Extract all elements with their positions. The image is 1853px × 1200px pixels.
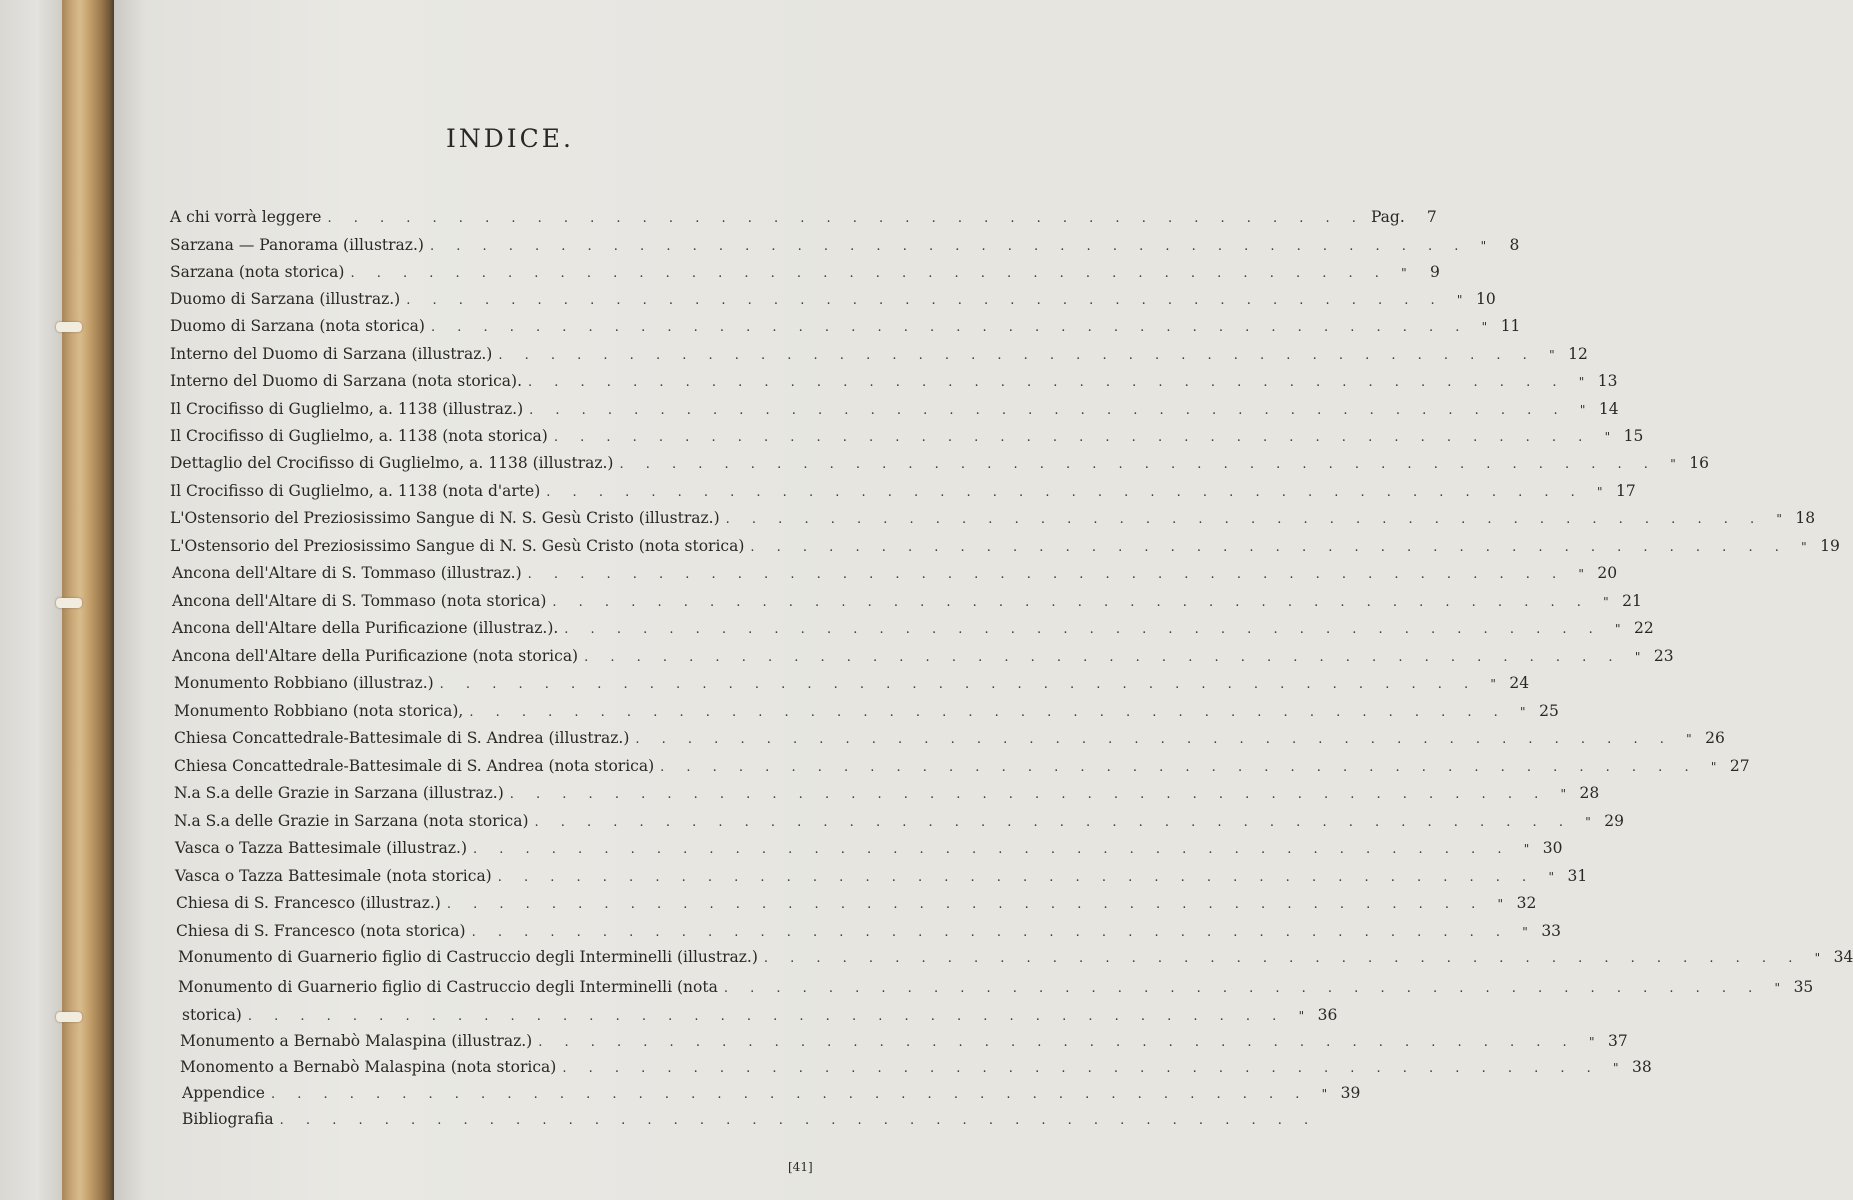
toc-entry-title: Vasca o Tazza Battesimale (nota storica) (175, 867, 492, 885)
toc-entry-title: Appendice (182, 1084, 265, 1102)
ditto-mark: " (1603, 595, 1609, 609)
ditto-mark: " (1585, 815, 1591, 829)
toc-entry (174, 784, 1600, 810)
toc-entry (172, 647, 1674, 673)
toc-entry-page: 29 (1604, 812, 1624, 830)
ditto-mark: " (1710, 760, 1717, 774)
toc-entry-title: A chi vorrà leggere (170, 208, 322, 226)
dot-leader: . . . . . . . . . . . . . . . . . . . . . . . . . . . . . . . . . . . . . . . . (469, 705, 1507, 720)
toc-entry-title: L'Ostensorio del Preziosissimo Sangue di N. S. Gesù Cristo (illustraz.) (170, 509, 720, 527)
toc-entry (172, 592, 1642, 618)
toc-entry-page: 34 (1833, 948, 1853, 966)
ditto-mark: " (1520, 705, 1526, 719)
dot-leader: . . . . . . . . . . . . . . . . . . . . . . . . . . . . . . . . . . . . . . . . (635, 732, 1673, 747)
ditto-mark: " (1604, 430, 1611, 444)
toc-entry-title: Chiesa di S. Francesco (nota storica) (176, 922, 466, 940)
toc-entry (175, 867, 1588, 893)
toc-entry-page: 39 (1340, 1084, 1361, 1102)
toc-entry-title: N.a S.a delle Grazie in Sarzana (nota storica) (174, 812, 529, 830)
toc-entry-page: 21 (1622, 592, 1642, 610)
dot-leader: . . . . . . . . . . . . . . . . . . . . . . . . . . . . . . . . . . . . . . . . (446, 897, 1485, 912)
dot-leader: . . . . . . . . . . . . . . . . . . . . . . . . . . . . . . . . . . . . . . . . (546, 485, 1584, 500)
toc-entry-page: 9 (1430, 263, 1440, 281)
toc-entry-title: Monumento di Guarnerio figlio di Castruccio degli Interminelli (illustraz.) (178, 948, 758, 966)
dot-leader: . . . . . . . . . . . . . . . . . . . . . . . . . . . . . . . . . . . . . . . . (529, 403, 1567, 418)
toc-entry-title: N.a S.a delle Grazie in Sarzana (illustraz.) (174, 784, 504, 802)
toc-entry-page: 33 (1541, 922, 1562, 940)
dot-leader: . . . . . . . . . . . . . . . . . . . . . . . . . . . . . . . . . . . . . . . . (528, 375, 1566, 390)
toc-entry (176, 922, 1562, 948)
ditto-mark: " (1801, 540, 1807, 554)
ditto-mark: " (1814, 951, 1821, 965)
toc-entry-page: 25 (1539, 702, 1559, 720)
toc-entry-page: 35 (1793, 978, 1814, 996)
toc-entry (180, 1058, 1652, 1084)
ditto-mark: " (1588, 1035, 1595, 1049)
dot-leader: . . . . . . . . . . . . . . . . . . . . . . . . . . . . . . . . . . . . . . . . (562, 1061, 1600, 1076)
toc-entry-title: Sarzana (nota storica) (170, 263, 345, 281)
toc-entry (170, 400, 1619, 426)
toc-entry-title: Chiesa di S. Francesco (illustraz.) (176, 894, 441, 912)
dot-leader: . . . . . . . . . . . . . . . . . . . . . . . . . . . . . . . . . . . . . . . . (439, 677, 1478, 692)
dot-leader: . . . . . . . . . . . . . . . . . . . . . . . . . . . . . . . . . . . . . . . . (509, 787, 1548, 802)
toc-entry (170, 290, 1496, 316)
toc-entry-title: Interno del Duomo di Sarzana (illustraz.) (170, 345, 493, 363)
dot-leader: . . . . . . . . . . . . . . . . . . . . . . . . . . . . . . . . . . . . . . . . (497, 870, 1536, 885)
toc-entry-title: Vasca o Tazza Battesimale (illustraz.) (175, 839, 467, 857)
toc-entry (174, 729, 1725, 755)
ditto-mark: " (1597, 485, 1603, 499)
toc-entry-title: Dettaglio del Crocifisso di Guglielmo, a. 1138 (illustraz.) (170, 454, 614, 472)
toc-entry-page: 20 (1597, 564, 1618, 582)
toc-entry (172, 564, 1618, 590)
ditto-mark: " (1548, 870, 1554, 884)
ditto-mark: " (1774, 981, 1781, 995)
dot-leader: . . . . . . . . . . . . . . . . . . . . . . . . . . . . . . . . . . . . . . . . (247, 1009, 1286, 1024)
toc-entry-page: 26 (1705, 729, 1725, 747)
toc-entry-page: 24 (1509, 674, 1530, 692)
toc-entry-page: 23 (1653, 647, 1674, 665)
toc-entry (170, 372, 1618, 398)
toc-entry (170, 509, 1816, 535)
toc-entry-page: 16 (1689, 454, 1709, 472)
toc-entry (170, 236, 1520, 262)
ditto-mark: " (1497, 897, 1504, 911)
toc-entry-page: 7 (1426, 208, 1437, 226)
toc-entry (170, 263, 1440, 289)
toc-entry (170, 317, 1521, 343)
toc-entry (182, 1110, 1318, 1136)
ditto-mark: " (1578, 567, 1584, 581)
toc-entry-page: 28 (1579, 784, 1600, 802)
ditto-mark: " (1615, 622, 1621, 636)
toc-entry (172, 619, 1654, 645)
toc-entry-title: Monumento a Bernabò Malaspina (illustraz.) (180, 1032, 533, 1050)
toc-entry (170, 208, 1437, 234)
toc-entry-page: 32 (1516, 894, 1537, 912)
toc-entry-page: 13 (1597, 372, 1618, 390)
dot-leader: . . . . . . . . . . . . . . . . . . . . . . . . . . . . . . . . . . . . . . . . (534, 815, 1572, 830)
toc-entry-page: 11 (1500, 317, 1521, 335)
toc-entry-title: L'Ostensorio del Preziosissimo Sangue di N. S. Gesù Cristo (nota storica) (170, 537, 745, 555)
page-label: Pag. (1370, 208, 1405, 226)
toc-entry (174, 812, 1624, 838)
toc-entry-title: Monomento a Bernabò Malaspina (nota storica) (180, 1058, 557, 1076)
toc-entry-title: Interno del Duomo di Sarzana (nota storica). (170, 372, 523, 390)
toc-entry-title: Ancona dell'Altare di S. Tommaso (illustraz.) (172, 564, 522, 582)
dot-leader: . . . . . . . . . . . . . . . . . . . . . . . . . . . . . . . . . . . . . . . . (471, 925, 1510, 940)
toc-entry-title: Duomo di Sarzana (illustraz.) (170, 290, 401, 308)
dot-leader: . . . . . . . . . . . . . . . . . . . . . . . . . . . . . . . . . . . . . . . . (553, 430, 1592, 445)
toc-entry-title: Ancona dell'Altare di S. Tommaso (nota storica) (172, 592, 547, 610)
dot-leader: . . . . . . . . . . . . . . . . . . . . . . . . . . . . . . . . . . . . . . . . (660, 760, 1698, 775)
toc-entry-page: 18 (1795, 509, 1816, 527)
page-title: INDICE. (446, 124, 574, 153)
toc-entry (174, 674, 1530, 700)
toc-entry-page: 15 (1623, 427, 1644, 445)
toc-entry (176, 894, 1537, 920)
toc-entry (182, 1084, 1361, 1110)
dot-leader: . . . . . . . . . . . . . . . . . . . . . . . . . . . . . . . . . . . . . . . . (552, 595, 1590, 610)
ditto-mark: " (1634, 650, 1641, 664)
toc-entry-title: Il Crocifisso di Guglielmo, a. 1138 (nota d'arte) (170, 482, 541, 500)
dot-leader: . . . . . . . . . . . . . . . . . . . . . . . . . . . . . . . . . . . . . . . . (725, 512, 1764, 527)
toc-entry-title: Bibliografia (182, 1110, 274, 1128)
ditto-mark: " (1522, 925, 1528, 939)
toc-entry-title: Duomo di Sarzana (nota storica) (170, 317, 425, 335)
dot-leader: . . . . . . . . . . . . . . . . . . . . . . . . . . . . . . . . . . . . . . . . (538, 1035, 1576, 1050)
dot-leader: . . . . . . . . . . . . . . . . . . . . . . . . . . . . . . . . . . . . . . . . (564, 622, 1602, 637)
toc-entry-page: 8 (1509, 236, 1520, 254)
toc-entry-page: 22 (1634, 619, 1654, 637)
toc-entry (174, 702, 1559, 728)
dot-leader: . . . . . . . . . . . . . . . . . . . . . . . . . . . . . . . . . . . . . . . . (473, 842, 1511, 857)
ditto-mark: " (1490, 677, 1496, 691)
toc-entry-title: Il Crocifisso di Guglielmo, a. 1138 (illustraz.) (170, 400, 524, 418)
toc-entry-page: 10 (1475, 290, 1496, 308)
toc-entry-page: 12 (1568, 345, 1588, 363)
toc-entry-page: 38 (1632, 1058, 1652, 1076)
ditto-mark: " (1670, 457, 1676, 471)
ditto-mark: " (1776, 512, 1782, 526)
toc-entry-title: Chiesa Concattedrale-Battesimale di S. Andrea (nota storica) (174, 757, 655, 775)
toc-entry-title: Il Crocifisso di Guglielmo, a. 1138 (nota storica) (170, 427, 548, 445)
toc-entry-page: 31 (1567, 867, 1588, 885)
dot-leader: . . . . . . . . . . . . . . . . . . . . . . . . . . . . . . . . . . . . . . . . (750, 540, 1788, 555)
toc-entry-title: Monumento Robbiano (illustraz.) (174, 674, 434, 692)
ditto-mark: " (1560, 787, 1566, 801)
ditto-mark: " (1321, 1087, 1328, 1101)
toc-entry-title: storica) (182, 1006, 242, 1024)
toc-entry-page: 27 (1729, 757, 1750, 775)
dot-leader: . . . . . . . . . . . . . . . . . . . . . . . . . . . . . . . . . . . . . . . . (327, 211, 1365, 226)
toc-entry-title: Ancona dell'Altare della Purificazione (nota storica) (172, 647, 579, 665)
ditto-mark: " (1613, 1061, 1619, 1075)
toc-entry-page: 17 (1616, 482, 1636, 500)
dot-leader: . . . . . . . . . . . . . . . . . . . . . . . . . . . . . . . . . . . . . . . . (763, 951, 1802, 966)
toc-entry (178, 978, 1814, 1004)
dot-leader: . . . . . . . . . . . . . . . . . . . . . . . . . . . . . . . . . . . . . . . . (279, 1113, 1318, 1128)
toc-entry (170, 537, 1840, 563)
toc-entry (175, 839, 1563, 865)
toc-entry-title: Ancona dell'Altare della Purificazione (illustraz.). (172, 619, 559, 637)
toc-entry (170, 345, 1588, 371)
toc-entry (174, 757, 1750, 783)
ditto-mark: " (1298, 1009, 1305, 1023)
toc-entry (170, 454, 1709, 480)
toc-entry-title: Monumento di Guarnerio figlio di Castruccio degli Interminelli (nota (178, 978, 718, 996)
dot-leader: . . . . . . . . . . . . . . . . . . . . . . . . . . . . . . . . . . . . . . . . (498, 348, 1536, 363)
toc-entry-page: 30 (1542, 839, 1563, 857)
folio-number: [41] (788, 1160, 813, 1174)
ditto-mark: " (1481, 320, 1488, 334)
toc-entry-title: Sarzana — Panorama (illustraz.) (170, 236, 424, 254)
toc-entry (170, 482, 1636, 508)
toc-entry (170, 427, 1644, 453)
ditto-mark: " (1456, 293, 1463, 307)
ditto-mark: " (1686, 732, 1692, 746)
dot-leader: . . . . . . . . . . . . . . . . . . . . . . . . . . . . . . . . . . . . . . . . (527, 567, 1566, 582)
toc-entry-title: Monumento Robbiano (nota storica), (174, 702, 464, 720)
dot-leader: . . . . . . . . . . . . . . . . . . . . . . . . . . . . . . . . . . . . . . . . (430, 320, 1469, 335)
toc-entry-page: 14 (1598, 400, 1619, 418)
dot-leader: . . . . . . . . . . . . . . . . . . . . . . . . . . . . . . . . . . . . . . . . (270, 1087, 1309, 1102)
ditto-mark: " (1523, 842, 1530, 856)
dot-leader: . . . . . . . . . . . . . . . . . . . . . . . . . . . . . . . . . . . . . . . . (723, 981, 1762, 996)
ditto-mark: " (1401, 266, 1407, 280)
ditto-mark: " (1578, 375, 1585, 389)
toc-entry-page: 19 (1820, 537, 1840, 555)
toc-entry-page: 37 (1607, 1032, 1628, 1050)
dot-leader: . . . . . . . . . . . . . . . . . . . . . . . . . . . . . . . . . . . . . . . . (429, 239, 1468, 254)
ditto-mark: " (1579, 403, 1586, 417)
ditto-mark: " (1480, 239, 1487, 253)
toc-entry (178, 948, 1853, 974)
ditto-mark: " (1549, 348, 1555, 362)
toc-entry-page: 36 (1317, 1006, 1338, 1024)
dot-leader: . . . . . . . . . . . . . . . . . . . . . . . . . . . . . . . . . . . . . . . . (584, 650, 1622, 665)
toc-entry (180, 1032, 1628, 1058)
dot-leader: . . . . . . . . . . . . . . . . . . . . . . . . . . . . . . . . . . . . . . . . (350, 266, 1388, 281)
toc-entry (182, 1006, 1338, 1032)
toc-entry-title: Chiesa Concattedrale-Battesimale di S. Andrea (illustraz.) (174, 729, 630, 747)
dot-leader: . . . . . . . . . . . . . . . . . . . . . . . . . . . . . . . . . . . . . . . . (619, 457, 1657, 472)
dot-leader: . . . . . . . . . . . . . . . . . . . . . . . . . . . . . . . . . . . . . . . . (406, 293, 1444, 308)
